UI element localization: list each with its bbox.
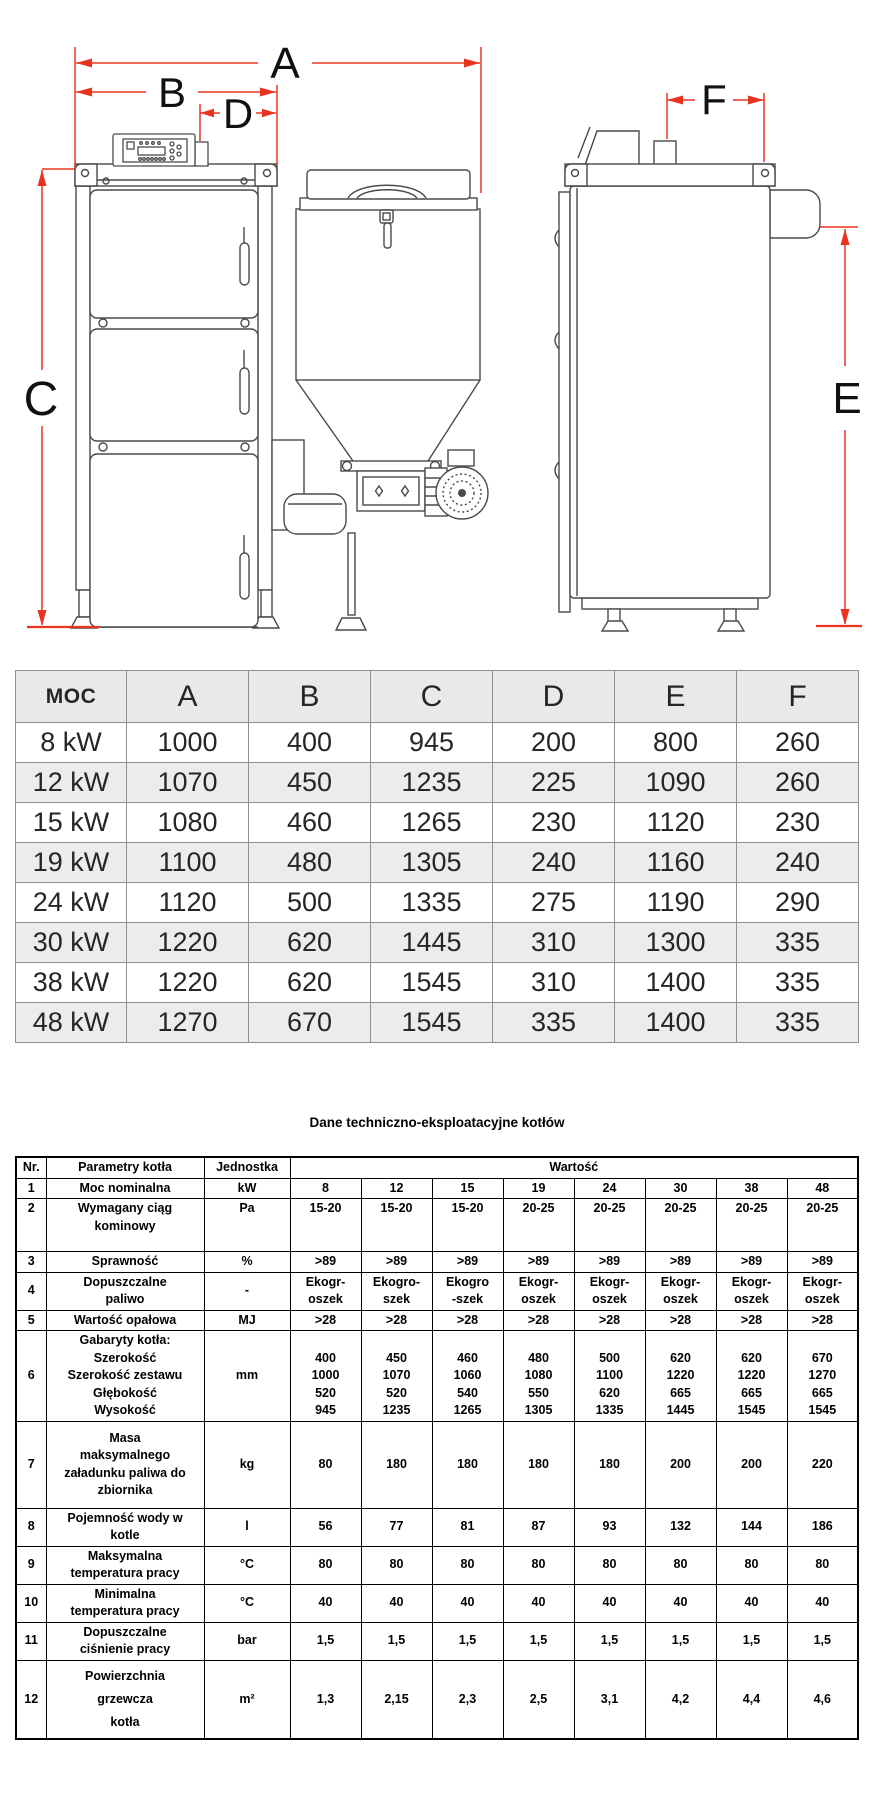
value-cell: >89: [503, 1252, 574, 1273]
door-handle: [240, 243, 249, 285]
value-cell: 1,5: [361, 1622, 432, 1660]
header-dim-c: C: [371, 671, 493, 723]
door-handle: [240, 368, 249, 414]
dimension-value-cell: 260: [737, 723, 859, 763]
dimension-value-cell: 290: [737, 883, 859, 923]
value-cell: 670 1270 665 1545: [787, 1331, 858, 1422]
value-cell: >89: [574, 1252, 645, 1273]
value-cell: >28: [716, 1310, 787, 1331]
value-cell: 620 1220 665 1445: [645, 1331, 716, 1422]
value-cell: 20-25: [645, 1199, 716, 1252]
tech-table-row: [16, 1272, 858, 1310]
dimension-value-cell: 1100: [127, 843, 249, 883]
hinge: [99, 319, 107, 327]
dimension-value-cell: 275: [493, 883, 615, 923]
value-cell: 80: [290, 1546, 361, 1584]
value-cell: >89: [361, 1252, 432, 1273]
dimension-value-cell: 945: [371, 723, 493, 763]
value-cell: 40: [574, 1584, 645, 1622]
dimension-value-cell: 240: [737, 843, 859, 883]
value-cell: 460 1060 540 1265: [432, 1331, 503, 1422]
value-cell: 40: [361, 1584, 432, 1622]
value-cell: 20-25: [716, 1199, 787, 1252]
dimension-value-cell: 460: [249, 803, 371, 843]
dimension-value-cell: 1265: [371, 803, 493, 843]
dimension-value-cell: 1235: [371, 763, 493, 803]
row-number-cell: 5: [16, 1310, 46, 1331]
parameter-cell: Gabaryty kotła: Szerokość Szerokość zestawu Głębokość Wysokość: [46, 1331, 204, 1422]
value-cell: 180: [432, 1421, 503, 1508]
value-cell: >28: [645, 1310, 716, 1331]
parameter-cell: Wymagany ciąg kominowy: [46, 1199, 204, 1252]
unit-cell: bar: [204, 1622, 290, 1660]
value-cell: 19: [503, 1178, 574, 1199]
dimension-value-cell: 800: [615, 723, 737, 763]
value-cell: 220: [787, 1421, 858, 1508]
hopper-lid-bar: [300, 198, 477, 210]
front-view: [71, 164, 279, 628]
row-number-cell: 10: [16, 1584, 46, 1622]
dimension-value-cell: 1445: [371, 923, 493, 963]
unit-cell: Pa: [204, 1199, 290, 1252]
side-view: [555, 127, 820, 631]
row-number-cell: 9: [16, 1546, 46, 1584]
value-cell: 80: [645, 1546, 716, 1584]
unit-cell: m²: [204, 1660, 290, 1739]
value-cell: 1,5: [716, 1622, 787, 1660]
value-cell: >89: [290, 1252, 361, 1273]
value-cell: 1,5: [290, 1622, 361, 1660]
tech-table-row: [16, 1421, 858, 1508]
tech-table-row: [16, 1178, 858, 1199]
power-cell: 24 kW: [16, 883, 127, 923]
value-cell: 40: [503, 1584, 574, 1622]
power-cell: 30 kW: [16, 923, 127, 963]
value-cell: 4,2: [645, 1660, 716, 1739]
burner-body: [284, 494, 346, 534]
tech-table-row: [16, 1310, 858, 1331]
unit-cell: MJ: [204, 1310, 290, 1331]
value-cell: 15: [432, 1178, 503, 1199]
value-cell: 200: [716, 1421, 787, 1508]
clasp-pin: [384, 223, 391, 248]
value-cell: 80: [503, 1546, 574, 1584]
dimensions-table-row: [16, 843, 859, 883]
value-cell: 15-20: [432, 1199, 503, 1252]
door-handle: [240, 553, 249, 599]
value-cell: 20-25: [787, 1199, 858, 1252]
header-dim-d: D: [493, 671, 615, 723]
dimensions-table-row: [16, 723, 859, 763]
row-number-cell: 11: [16, 1622, 46, 1660]
row-number-cell: 1: [16, 1178, 46, 1199]
value-cell: 1,5: [574, 1622, 645, 1660]
row-number-cell: 7: [16, 1421, 46, 1508]
dimensions-table-row: [16, 763, 859, 803]
header-dim-f: F: [737, 671, 859, 723]
dimension-value-cell: 670: [249, 1003, 371, 1043]
header-unit: Jednostka: [204, 1157, 290, 1178]
dimension-value-cell: 230: [493, 803, 615, 843]
dimensions-table-row: [16, 803, 859, 843]
dimension-value-cell: 1190: [615, 883, 737, 923]
value-cell: 15-20: [361, 1199, 432, 1252]
dimension-value-cell: 1120: [615, 803, 737, 843]
dimension-value-cell: 240: [493, 843, 615, 883]
hinge: [241, 319, 249, 327]
value-cell: 480 1080 550 1305: [503, 1331, 574, 1422]
hopper-view: [272, 170, 480, 630]
flue-outlet: [770, 190, 820, 238]
hinge: [241, 443, 249, 451]
value-cell: Ekogr- oszek: [503, 1272, 574, 1310]
value-cell: 1,5: [787, 1622, 858, 1660]
dimension-value-cell: 1300: [615, 923, 737, 963]
value-cell: 30: [645, 1178, 716, 1199]
value-cell: 80: [787, 1546, 858, 1584]
dimension-value-cell: 480: [249, 843, 371, 883]
dimensions-table-row: [16, 1003, 859, 1043]
middle-door: [90, 329, 258, 441]
front-right-leg: [261, 590, 272, 617]
value-cell: Ekogr- oszek: [787, 1272, 858, 1310]
dimensions-table-body: [16, 723, 859, 1043]
power-cell: 12 kW: [16, 763, 127, 803]
dimension-value-cell: 1545: [371, 963, 493, 1003]
unit-cell: l: [204, 1508, 290, 1546]
value-cell: 80: [716, 1546, 787, 1584]
dimensions-table: [15, 670, 859, 1043]
value-cell: Ekogr- oszek: [290, 1272, 361, 1310]
dimension-value-cell: 500: [249, 883, 371, 923]
value-cell: >89: [432, 1252, 503, 1273]
parameter-cell: Dopuszczalne paliwo: [46, 1272, 204, 1310]
power-cell: 15 kW: [16, 803, 127, 843]
tech-table-row: [16, 1546, 858, 1584]
header-nr: Nr.: [16, 1157, 46, 1178]
hopper-leg: [348, 533, 355, 615]
value-cell: 20-25: [503, 1199, 574, 1252]
header-dim-e: E: [615, 671, 737, 723]
dimension-value-cell: 1305: [371, 843, 493, 883]
dimension-value-cell: 1070: [127, 763, 249, 803]
side-foot: [602, 621, 628, 631]
dimension-value-cell: 620: [249, 923, 371, 963]
value-cell: 40: [290, 1584, 361, 1622]
dimension-value-cell: 335: [737, 1003, 859, 1043]
value-cell: 180: [574, 1421, 645, 1508]
value-cell: 144: [716, 1508, 787, 1546]
value-cell: >28: [290, 1310, 361, 1331]
tech-table: [15, 1156, 859, 1740]
dimensions-table-row: [16, 963, 859, 1003]
tech-table-row: [16, 1252, 858, 1273]
dimensions-table-row: [16, 923, 859, 963]
header-dim-b: B: [249, 671, 371, 723]
boiler-technical-drawing: [0, 0, 874, 660]
lower-door: [90, 454, 258, 627]
dimension-value-cell: 1220: [127, 923, 249, 963]
unit-cell: %: [204, 1252, 290, 1273]
value-cell: >89: [716, 1252, 787, 1273]
lid-clasp: [380, 210, 393, 223]
dimension-value-cell: 335: [737, 963, 859, 1003]
value-cell: 180: [361, 1421, 432, 1508]
value-cell: 180: [503, 1421, 574, 1508]
value-cell: 1,3: [290, 1660, 361, 1739]
value-cell: 450 1070 520 1235: [361, 1331, 432, 1422]
tech-table-row: [16, 1622, 858, 1660]
dim-label-e: E: [832, 374, 862, 423]
dim-label-a: A: [270, 39, 300, 88]
tech-table-title: Dane techniczno-eksploatacyjne kotłów: [309, 1115, 565, 1130]
hinge: [99, 443, 107, 451]
tech-table-row: [16, 1584, 858, 1622]
unit-cell: °C: [204, 1584, 290, 1622]
unit-cell: kW: [204, 1178, 290, 1199]
unit-cell: kg: [204, 1421, 290, 1508]
dimension-value-cell: 1400: [615, 1003, 737, 1043]
dimension-value-cell: 1220: [127, 963, 249, 1003]
value-cell: >28: [787, 1310, 858, 1331]
dimension-value-cell: 1000: [127, 723, 249, 763]
value-cell: >28: [432, 1310, 503, 1331]
row-number-cell: 8: [16, 1508, 46, 1546]
motor-junction-box: [448, 450, 474, 466]
value-cell: >28: [574, 1310, 645, 1331]
side-foot: [718, 621, 744, 631]
dimension-value-cell: 450: [249, 763, 371, 803]
row-number-cell: 4: [16, 1272, 46, 1310]
dimension-value-cell: 620: [249, 963, 371, 1003]
power-cell: 19 kW: [16, 843, 127, 883]
dim-label-d: D: [222, 90, 254, 137]
parameter-cell: Minimalna temperatura pracy: [46, 1584, 204, 1622]
dimension-value-cell: 335: [493, 1003, 615, 1043]
unit-cell: mm: [204, 1331, 290, 1422]
parameter-cell: Maksymalna temperatura pracy: [46, 1546, 204, 1584]
dimension-value-cell: 1335: [371, 883, 493, 923]
value-cell: 3,1: [574, 1660, 645, 1739]
value-cell: 80: [574, 1546, 645, 1584]
value-cell: 132: [645, 1508, 716, 1546]
parameter-cell: Dopuszczalne ciśnienie pracy: [46, 1622, 204, 1660]
value-cell: >28: [361, 1310, 432, 1331]
value-cell: 400 1000 520 945: [290, 1331, 361, 1422]
power-cell: 38 kW: [16, 963, 127, 1003]
parameter-cell: Wartość opałowa: [46, 1310, 204, 1331]
value-cell: 93: [574, 1508, 645, 1546]
unit-cell: -: [204, 1272, 290, 1310]
dimension-value-cell: 200: [493, 723, 615, 763]
tech-table-row: [16, 1331, 858, 1422]
value-cell: 80: [290, 1421, 361, 1508]
header-value: Wartość: [290, 1157, 858, 1178]
value-cell: 12: [361, 1178, 432, 1199]
value-cell: 77: [361, 1508, 432, 1546]
value-cell: 2,15: [361, 1660, 432, 1739]
dimension-value-cell: 1160: [615, 843, 737, 883]
tech-table-row: [16, 1199, 858, 1252]
damper-box: [585, 131, 639, 165]
side-bottom-frame: [582, 598, 758, 609]
value-cell: 87: [503, 1508, 574, 1546]
unit-cell: °C: [204, 1546, 290, 1584]
value-cell: Ekogr- oszek: [574, 1272, 645, 1310]
upper-door: [90, 190, 258, 318]
dimensions-table-header-row: [16, 671, 859, 723]
value-cell: Ekogro- szek: [361, 1272, 432, 1310]
value-cell: 186: [787, 1508, 858, 1546]
value-cell: >89: [645, 1252, 716, 1273]
value-cell: 2,3: [432, 1660, 503, 1739]
value-cell: 80: [432, 1546, 503, 1584]
side-left-profile: [559, 192, 570, 612]
value-cell: 48: [787, 1178, 858, 1199]
value-cell: 40: [432, 1584, 503, 1622]
right-rail: [258, 186, 272, 590]
header-dim-a: A: [127, 671, 249, 723]
dimension-value-cell: 1545: [371, 1003, 493, 1043]
chimney-stub: [654, 141, 676, 165]
value-cell: 40: [787, 1584, 858, 1622]
parameter-cell: Powierzchnia grzewcza kotła: [46, 1660, 204, 1739]
dimension-value-cell: 1270: [127, 1003, 249, 1043]
dimension-value-cell: 260: [737, 763, 859, 803]
dimension-value-cell: 335: [737, 923, 859, 963]
parameter-cell: Pojemność wody w kotle: [46, 1508, 204, 1546]
hopper-lid: [307, 170, 470, 199]
value-cell: 1,5: [432, 1622, 503, 1660]
value-cell: Ekogro -szek: [432, 1272, 503, 1310]
value-cell: 24: [574, 1178, 645, 1199]
value-cell: Ekogr- oszek: [645, 1272, 716, 1310]
value-cell: 200: [645, 1421, 716, 1508]
parameter-cell: Masa maksymalnego załadunku paliwa do zbiornika: [46, 1421, 204, 1508]
header-param: Parametry kotła: [46, 1157, 204, 1178]
dimension-value-cell: 400: [249, 723, 371, 763]
dim-label-c: C: [23, 373, 59, 426]
value-cell: 8: [290, 1178, 361, 1199]
row-number-cell: 6: [16, 1331, 46, 1422]
dimension-value-cell: 1090: [615, 763, 737, 803]
parameter-cell: Sprawność: [46, 1252, 204, 1273]
tech-table-row: [16, 1508, 858, 1546]
dimension-value-cell: 230: [737, 803, 859, 843]
power-cell: 8 kW: [16, 723, 127, 763]
front-left-leg: [79, 590, 90, 617]
hopper-foot: [336, 618, 366, 630]
dimension-value-cell: 1120: [127, 883, 249, 923]
dim-label-b: B: [157, 69, 187, 116]
row-number-cell: 12: [16, 1660, 46, 1739]
value-cell: Ekogr- oszek: [716, 1272, 787, 1310]
left-rail: [76, 186, 90, 590]
controller: [113, 134, 208, 166]
value-cell: 4,6: [787, 1660, 858, 1739]
value-cell: 81: [432, 1508, 503, 1546]
value-cell: >89: [787, 1252, 858, 1273]
value-cell: 1,5: [645, 1622, 716, 1660]
dim-label-f: F: [701, 76, 727, 123]
value-cell: 620 1220 665 1545: [716, 1331, 787, 1422]
side-body: [570, 186, 770, 598]
value-cell: 1,5: [503, 1622, 574, 1660]
dimension-value-cell: 310: [493, 923, 615, 963]
row-number-cell: 3: [16, 1252, 46, 1273]
side-top-frame: [565, 164, 775, 186]
power-cell: 48 kW: [16, 1003, 127, 1043]
tech-table-body: [16, 1178, 858, 1739]
row-number-cell: 2: [16, 1199, 46, 1252]
tech-table-header-row: [16, 1157, 858, 1178]
value-cell: 38: [716, 1178, 787, 1199]
tech-table-row: [16, 1660, 858, 1739]
value-cell: >28: [503, 1310, 574, 1331]
value-cell: 56: [290, 1508, 361, 1546]
dimension-value-cell: 1400: [615, 963, 737, 1003]
value-cell: 40: [645, 1584, 716, 1622]
dimension-value-cell: 225: [493, 763, 615, 803]
value-cell: 2,5: [503, 1660, 574, 1739]
header-moc: MOC: [16, 671, 127, 723]
parameter-cell: Moc nominalna: [46, 1178, 204, 1199]
dimension-value-cell: 310: [493, 963, 615, 1003]
value-cell: 4,4: [716, 1660, 787, 1739]
dimension-value-cell: 1080: [127, 803, 249, 843]
value-cell: 80: [361, 1546, 432, 1584]
hopper-funnel: [296, 380, 480, 461]
value-cell: 40: [716, 1584, 787, 1622]
value-cell: 15-20: [290, 1199, 361, 1252]
value-cell: 500 1100 620 1335: [574, 1331, 645, 1422]
dimensions-table-row: [16, 883, 859, 923]
value-cell: 20-25: [574, 1199, 645, 1252]
